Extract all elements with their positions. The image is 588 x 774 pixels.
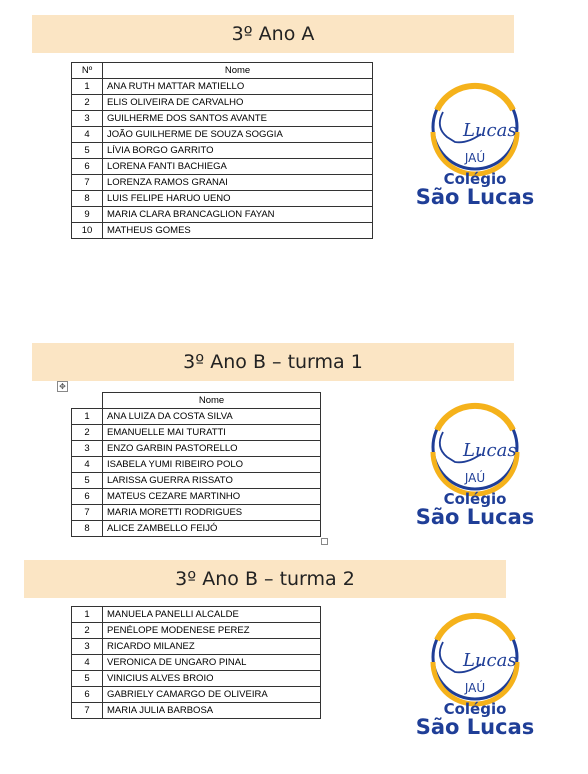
table-row xyxy=(72,489,321,505)
logo-emblem-icon xyxy=(405,612,545,707)
row-number: 8 xyxy=(72,191,103,207)
table-row xyxy=(72,95,373,111)
table-row xyxy=(72,521,321,537)
header-name: Nome xyxy=(103,393,321,409)
row-number: 6 xyxy=(72,687,103,703)
logo-script-text: Lucas xyxy=(463,120,517,141)
section-title-text: 3º Ano B – turma 1 xyxy=(183,351,363,373)
row-number: 7 xyxy=(72,505,103,521)
student-name: EMANUELLE MAI TURATTI xyxy=(103,425,321,441)
student-name: MARIA JULIA BARBOSA xyxy=(103,703,321,719)
table-row xyxy=(72,655,321,671)
student-name: MARIA MORETTI RODRIGUES xyxy=(103,505,321,521)
school-logo xyxy=(405,82,545,222)
table-move-handle[interactable] xyxy=(57,381,68,392)
header-number xyxy=(72,393,103,409)
table-row xyxy=(72,473,321,489)
logo-script-text: Lucas xyxy=(463,440,517,461)
logo-line1: Colégio xyxy=(443,700,507,718)
section-title-3-ano-b-turma-1 xyxy=(32,343,514,381)
row-number: 3 xyxy=(72,639,103,655)
row-number: 4 xyxy=(72,655,103,671)
student-name: RICARDO MILANEZ xyxy=(103,639,321,655)
logo-line1: Colégio xyxy=(443,170,507,188)
resize-handle-icon[interactable] xyxy=(321,538,328,545)
logo-line2: São Lucas xyxy=(415,185,535,209)
row-number: 5 xyxy=(72,143,103,159)
row-number: 1 xyxy=(72,79,103,95)
table-header-row xyxy=(72,63,373,79)
logo-emblem-icon xyxy=(405,402,545,497)
table-row xyxy=(72,111,373,127)
table-row xyxy=(72,159,373,175)
table-row xyxy=(72,175,373,191)
student-name: MANUELA PANELLI ALCALDE xyxy=(103,607,321,623)
roster-table-3-ano-b-turma-2 xyxy=(71,606,321,719)
table-row xyxy=(72,687,321,703)
table-row xyxy=(72,671,321,687)
table-row xyxy=(72,639,321,655)
student-name: MATHEUS GOMES xyxy=(103,223,373,239)
school-logo xyxy=(405,612,545,752)
student-name: ANA LUIZA DA COSTA SILVA xyxy=(103,409,321,425)
student-name: GUILHERME DOS SANTOS AVANTE xyxy=(103,111,373,127)
table-row xyxy=(72,607,321,623)
table-row xyxy=(72,623,321,639)
table-row xyxy=(72,223,373,239)
header-number: Nº xyxy=(72,63,103,79)
row-number: 1 xyxy=(72,409,103,425)
student-name: MATEUS CEZARE MARTINHO xyxy=(103,489,321,505)
logo-city-text: JAÚ xyxy=(464,681,486,695)
row-number: 4 xyxy=(72,127,103,143)
student-name: MARIA CLARA BRANCAGLION FAYAN xyxy=(103,207,373,223)
table-row xyxy=(72,207,373,223)
table-row xyxy=(72,703,321,719)
section-title-3-ano-a xyxy=(32,15,514,53)
row-number: 2 xyxy=(72,425,103,441)
student-name: ENZO GARBIN PASTORELLO xyxy=(103,441,321,457)
student-name: GABRIELY CAMARGO DE OLIVEIRA xyxy=(103,687,321,703)
row-number: 6 xyxy=(72,489,103,505)
row-number: 2 xyxy=(72,623,103,639)
school-logo xyxy=(405,402,545,542)
row-number: 9 xyxy=(72,207,103,223)
student-name: ANA RUTH MATTAR MATIELLO xyxy=(103,79,373,95)
table-header-row xyxy=(72,393,321,409)
row-number: 10 xyxy=(72,223,103,239)
roster-table-3-ano-b-turma-1 xyxy=(71,392,321,537)
section-title-text: 3º Ano B – turma 2 xyxy=(175,568,355,590)
student-name: JOÃO GUILHERME DE SOUZA SOGGIA xyxy=(103,127,373,143)
table-row xyxy=(72,191,373,207)
logo-line1: Colégio xyxy=(443,490,507,508)
logo-script-text: Lucas xyxy=(463,650,517,671)
row-number: 3 xyxy=(72,441,103,457)
student-name: PENÉLOPE MODENESE PEREZ xyxy=(103,623,321,639)
logo-line2: São Lucas xyxy=(415,505,535,529)
move-handle-icon: ✥ xyxy=(59,382,66,391)
student-name: LORENZA RAMOS GRANAI xyxy=(103,175,373,191)
student-name: VERONICA DE UNGARO PINAL xyxy=(103,655,321,671)
student-name: ELIS OLIVEIRA DE CARVALHO xyxy=(103,95,373,111)
row-number: 6 xyxy=(72,159,103,175)
logo-emblem-icon xyxy=(405,82,545,177)
header-name: Nome xyxy=(103,63,373,79)
student-name: ISABELA YUMI RIBEIRO POLO xyxy=(103,457,321,473)
section-title-3-ano-b-turma-2 xyxy=(24,560,506,598)
row-number: 1 xyxy=(72,607,103,623)
row-number: 7 xyxy=(72,703,103,719)
table-row xyxy=(72,441,321,457)
student-name: LARISSA GUERRA RISSATO xyxy=(103,473,321,489)
logo-city-text: JAÚ xyxy=(464,151,486,165)
table-row xyxy=(72,127,373,143)
student-name: LUIS FELIPE HARUO UENO xyxy=(103,191,373,207)
student-name: ALICE ZAMBELLO FEIJÓ xyxy=(103,521,321,537)
roster-table-3-ano-a xyxy=(71,62,373,239)
table-row xyxy=(72,143,373,159)
row-number: 7 xyxy=(72,175,103,191)
section-title-text: 3º Ano A xyxy=(231,23,315,45)
row-number: 4 xyxy=(72,457,103,473)
row-number: 5 xyxy=(72,473,103,489)
table-row xyxy=(72,505,321,521)
student-name: LÍVIA BORGO GARRITO xyxy=(103,143,373,159)
row-number: 2 xyxy=(72,95,103,111)
row-number: 8 xyxy=(72,521,103,537)
table-row xyxy=(72,457,321,473)
table-row xyxy=(72,409,321,425)
logo-city-text: JAÚ xyxy=(464,471,486,485)
logo-line2: São Lucas xyxy=(415,715,535,739)
student-name: VINICIUS ALVES BROIO xyxy=(103,671,321,687)
student-name: LORENA FANTI BACHIEGA xyxy=(103,159,373,175)
table-row xyxy=(72,79,373,95)
row-number: 5 xyxy=(72,671,103,687)
row-number: 3 xyxy=(72,111,103,127)
table-row xyxy=(72,425,321,441)
